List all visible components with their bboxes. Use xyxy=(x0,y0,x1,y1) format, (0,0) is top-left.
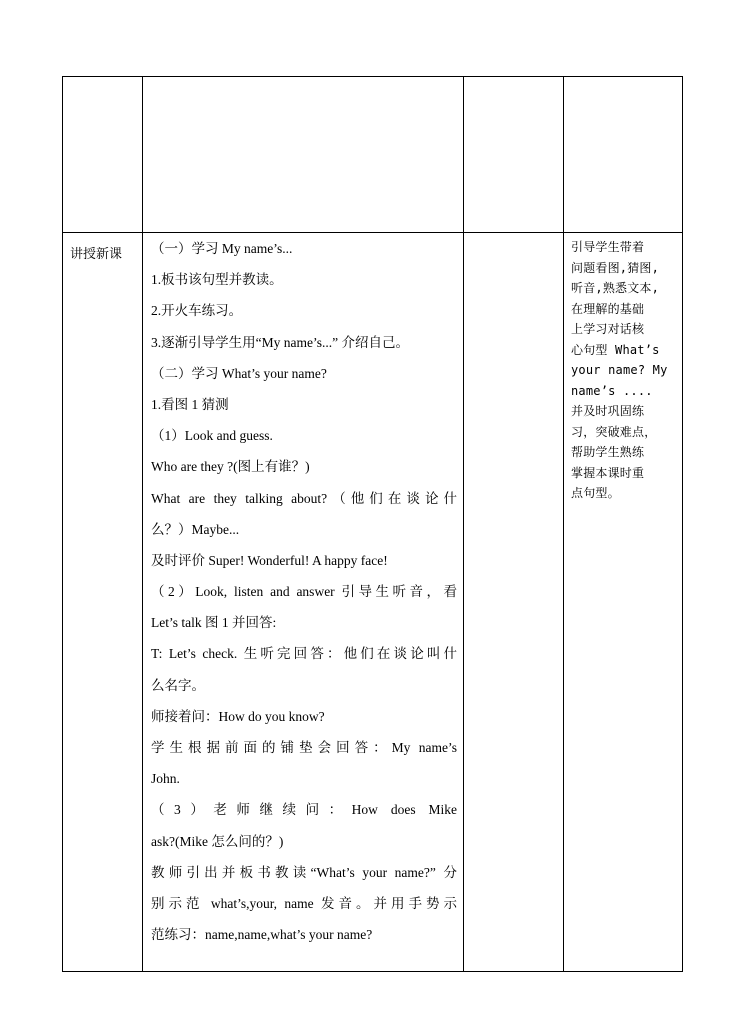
procedure-line: 么？）Maybe... xyxy=(151,521,240,537)
design-intent-notes xyxy=(564,233,682,504)
procedure-line: 别示范 what’s,your, name 发音。并用手势示 xyxy=(151,895,457,911)
procedure-line: 2.开火车练习。 xyxy=(151,303,243,319)
procedure-line: 教师引出并板书教读“What’s your name?” 分 xyxy=(151,864,457,880)
design-intent-line: 点句型。 xyxy=(571,486,620,500)
procedure-line: 1.板书该句型并教读。 xyxy=(151,272,283,288)
design-intent-line: 心句型 What’s xyxy=(571,342,660,357)
procedure-line: （3）老师继续问：How does Mike xyxy=(151,802,457,818)
design-intent-line: 帮助学生熟练 xyxy=(571,445,645,459)
procedure-content xyxy=(143,233,463,945)
lesson-plan-table xyxy=(62,76,683,972)
procedure-line: （一）学习 My name’s... xyxy=(151,241,293,256)
design-intent-line: your name? My xyxy=(571,363,668,377)
student-activity-cell xyxy=(464,233,564,972)
procedure-line: 范练习：name,name,what’s your name? xyxy=(151,927,373,943)
empty-cell-3 xyxy=(464,77,564,233)
procedure-line: （1）Look and guess. xyxy=(151,428,273,444)
design-intent-line: 在理解的基础 xyxy=(571,301,645,316)
procedure-line: 3.逐渐引导学生用“My name’s...” 介绍自己。 xyxy=(151,334,409,350)
teaching-row xyxy=(63,233,683,972)
procedure-line: 么名字。 xyxy=(151,677,205,693)
procedure-line: 及时评价 Super! Wonderful! A happy face! xyxy=(151,552,388,568)
section-label-cell xyxy=(63,233,143,972)
empty-cell-1 xyxy=(63,77,143,233)
design-intent-line: 听音,熟悉文本, xyxy=(571,281,660,295)
design-intent-line: 引导学生带着 xyxy=(571,240,645,254)
design-intent-line: 上学习对话核 xyxy=(571,322,645,336)
procedure-line: （2）Look, listen and answer 引导生听音，看 xyxy=(151,584,457,600)
procedure-line: 1.看图 1 猜测 xyxy=(151,396,229,412)
procedure-line: 师接着问：How do you know? xyxy=(151,708,325,724)
section-label: 讲授新课 xyxy=(70,247,123,262)
procedure-line: 学生根据前面的铺垫会回答：My name’s xyxy=(151,740,457,755)
design-intent-line: 习，突破难点， xyxy=(571,424,657,439)
empty-row xyxy=(63,77,683,233)
empty-cell-2 xyxy=(143,77,464,233)
design-intent-line: 并及时巩固练 xyxy=(571,404,645,418)
procedure-line: ask?(Mike 怎么问的？) xyxy=(151,833,284,849)
procedure-line: Who are they ?(图上有谁？) xyxy=(151,459,310,475)
procedure-line: T: Let’s check. 生听完回答：他们在谈论叫什 xyxy=(151,646,457,662)
procedure-line: （二）学习 What’s your name? xyxy=(151,365,327,381)
design-intent-cell xyxy=(564,233,683,972)
procedure-cell xyxy=(143,233,464,972)
procedure-line: Let’s talk 图 1 并回答: xyxy=(151,615,277,631)
empty-cell-4 xyxy=(564,77,683,233)
design-intent-line: name’s .... xyxy=(571,383,653,398)
design-intent-line: 掌握本课时重 xyxy=(571,465,645,480)
procedure-line: John. xyxy=(151,771,180,787)
design-intent-line: 问题看图,猜图, xyxy=(571,260,660,275)
procedure-line: What are they talking about?（他们在谈论什 xyxy=(151,490,457,506)
